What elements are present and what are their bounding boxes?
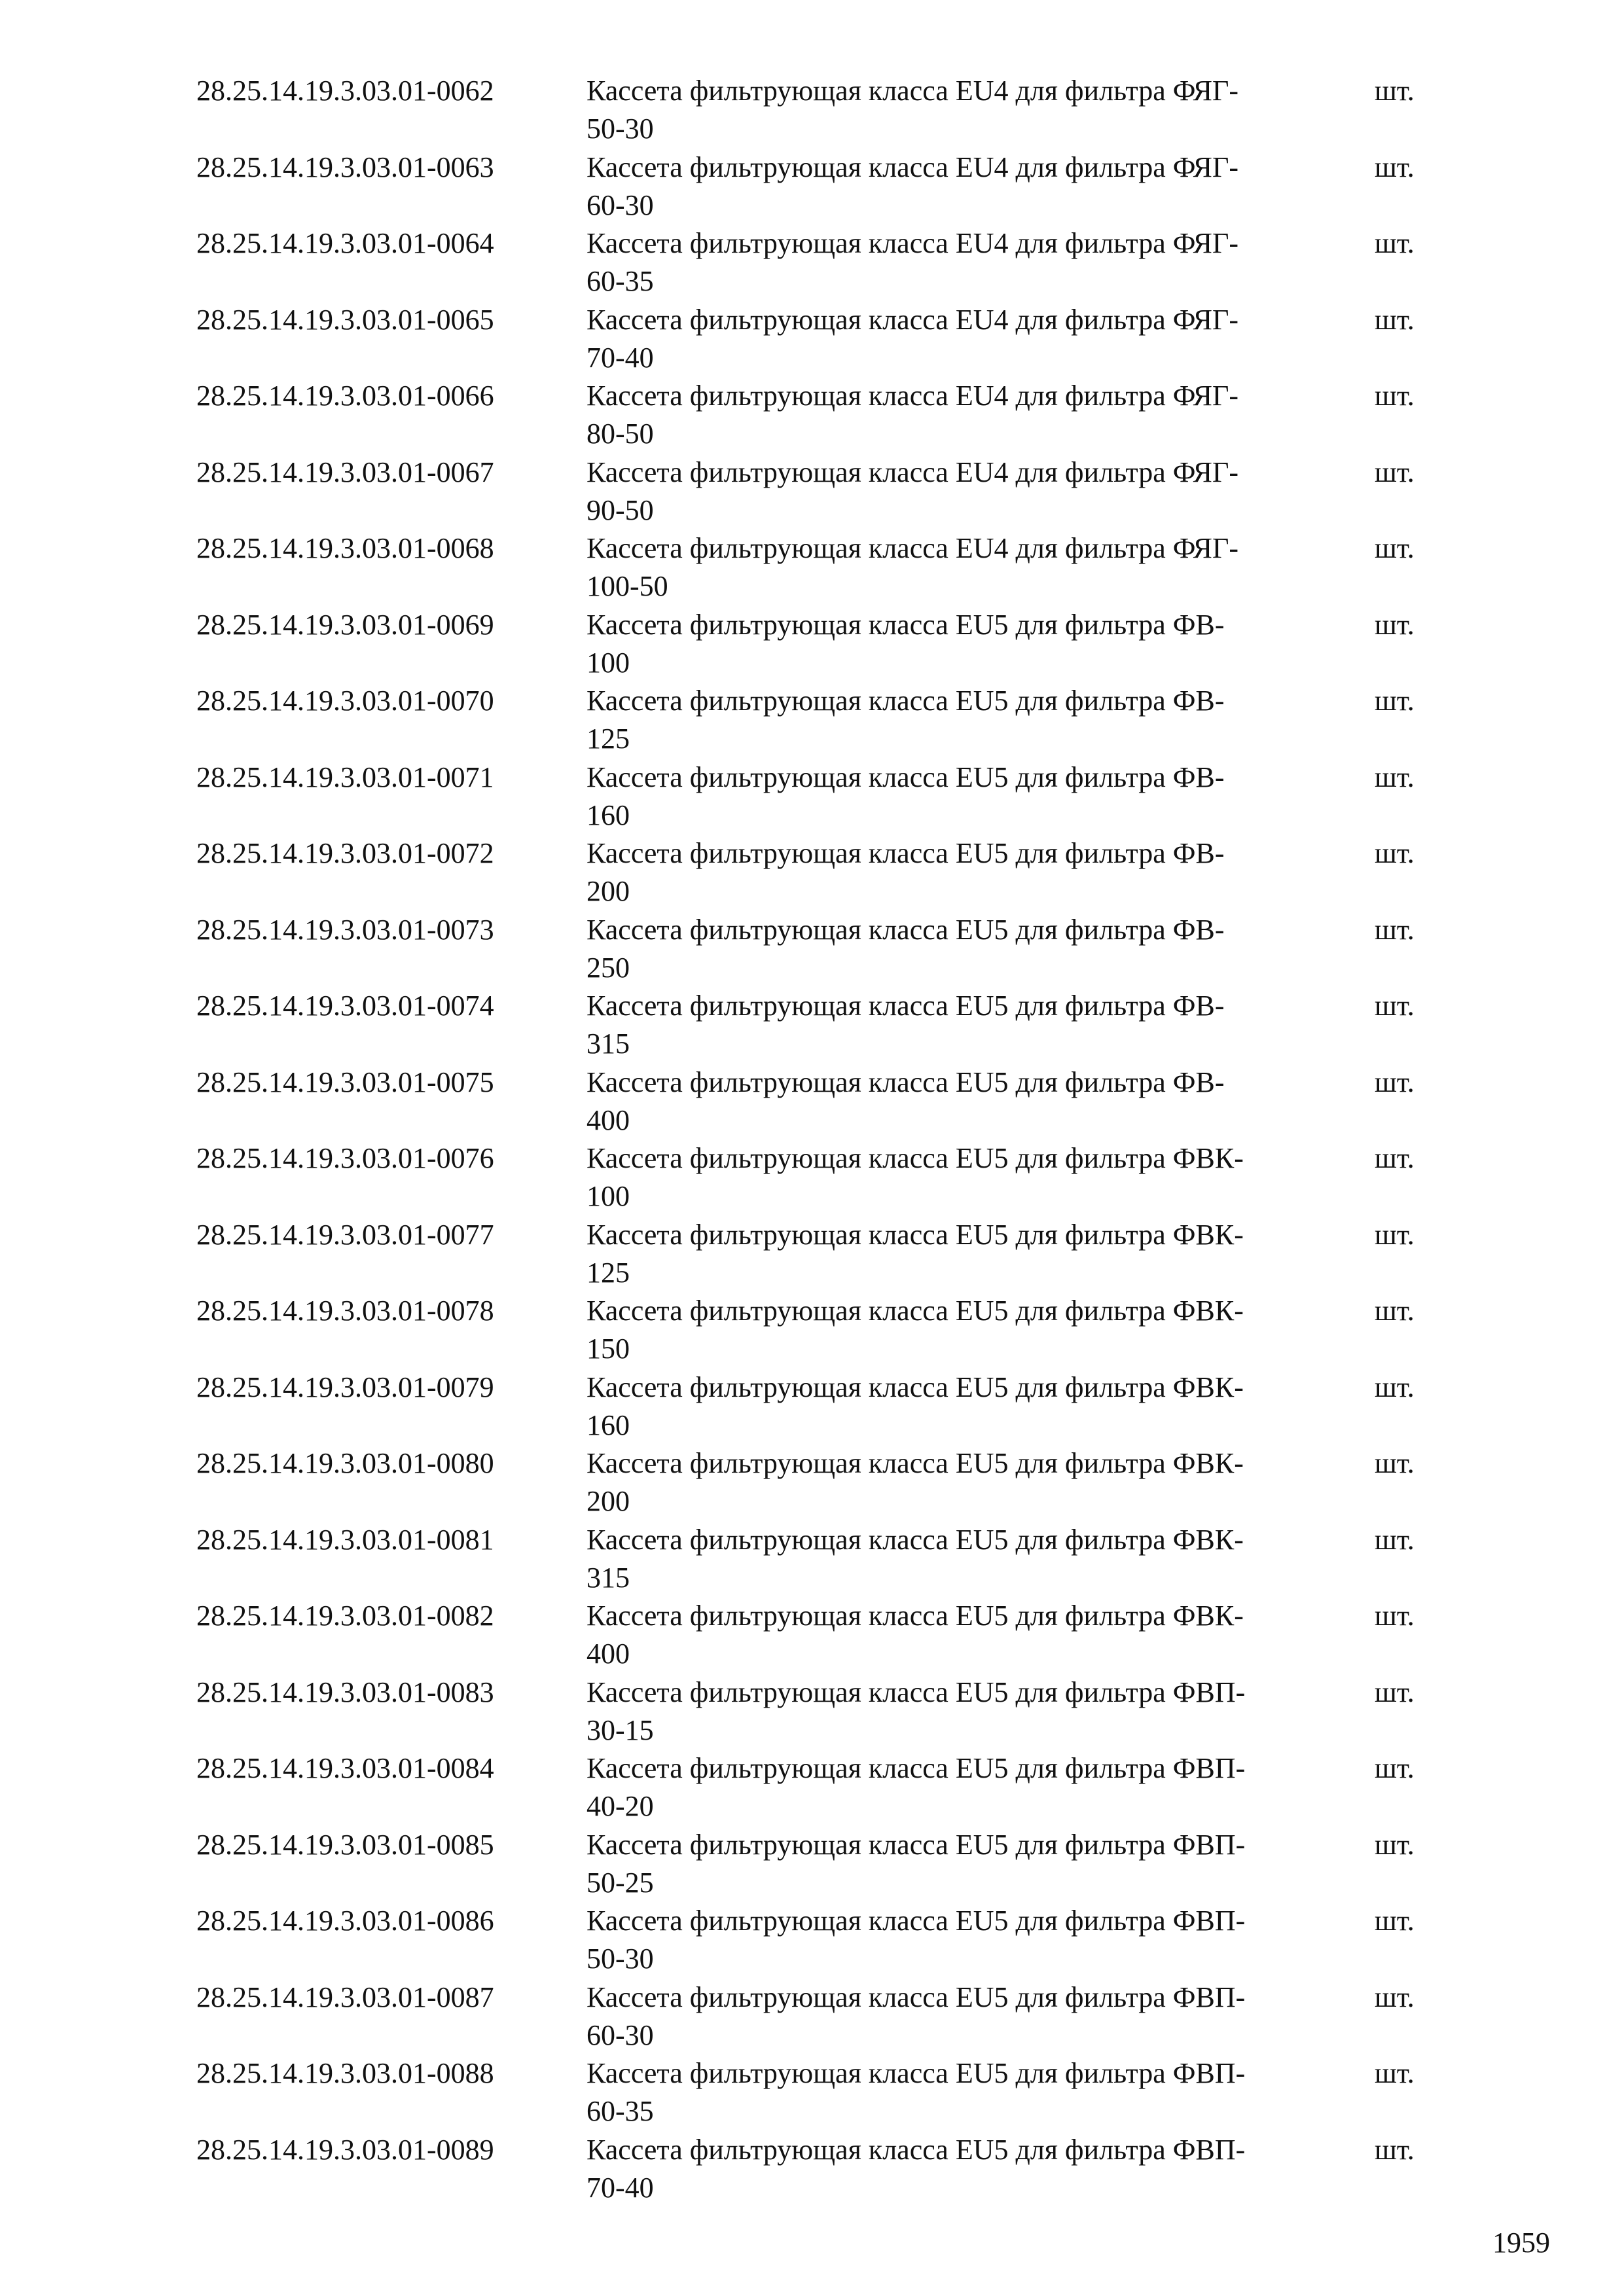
item-code: 28.25.14.19.3.03.01-0078	[196, 1295, 494, 1327]
item-description-line: 60-30	[586, 2018, 654, 2051]
item-code: 28.25.14.19.3.03.01-0065	[196, 303, 494, 336]
item-unit: шт.	[1375, 1371, 1415, 1403]
table-row	[196, 759, 1440, 835]
item-description	[586, 606, 1346, 682]
item-unit: шт.	[1375, 380, 1415, 412]
table-row	[196, 301, 1440, 378]
item-description-line: Кассета фильтрующая класса EU4 для фильтра ФЯГ-	[586, 227, 1239, 259]
item-description	[586, 1444, 1346, 1520]
item-code: 28.25.14.19.3.03.01-0068	[196, 532, 494, 564]
item-description-line: 90-50	[586, 493, 654, 526]
item-description	[586, 911, 1346, 987]
item-description-line: 70-40	[586, 2171, 654, 2204]
table-row	[196, 2054, 1440, 2131]
table-row	[196, 1064, 1440, 1140]
item-description	[586, 1064, 1346, 1139]
item-code: 28.25.14.19.3.03.01-0082	[196, 1600, 494, 1632]
item-description-line: 200	[586, 1485, 630, 1517]
item-code: 28.25.14.19.3.03.01-0075	[196, 1066, 494, 1098]
item-description-line: Кассета фильтрующая класса EU5 для фильтра ФВ-	[586, 685, 1225, 717]
item-description-line: 50-25	[586, 1866, 654, 1899]
item-unit: шт.	[1375, 456, 1415, 488]
item-description-line: 30-15	[586, 1713, 654, 1746]
item-unit: шт.	[1375, 303, 1415, 336]
item-unit: шт.	[1375, 1447, 1415, 1479]
table-row	[196, 224, 1440, 301]
item-unit: шт.	[1375, 1295, 1415, 1327]
item-description	[586, 2131, 1346, 2207]
page-number: 1959	[1492, 2227, 1550, 2259]
item-description-line: Кассета фильтрующая класса EU5 для фильтра ФВП-	[586, 1828, 1246, 1861]
table-row	[196, 1444, 1440, 1521]
item-description-line: Кассета фильтрующая класса EU5 для фильтра ФВК-	[586, 1371, 1244, 1403]
item-description-line: Кассета фильтрующая класса EU4 для фильтра ФЯГ-	[586, 303, 1239, 336]
item-code: 28.25.14.19.3.03.01-0071	[196, 761, 494, 793]
item-description-line: Кассета фильтрующая класса EU5 для фильтра ФВК-	[586, 1447, 1244, 1479]
item-description-line: Кассета фильтрующая класса EU5 для фильтра ФВП-	[586, 1752, 1246, 1784]
item-description	[586, 529, 1346, 605]
item-code: 28.25.14.19.3.03.01-0064	[196, 227, 494, 259]
item-description-line: Кассета фильтрующая класса EU4 для фильтра ФЯГ-	[586, 456, 1239, 488]
item-description-line: 400	[586, 1638, 630, 1670]
item-unit: шт.	[1375, 913, 1415, 946]
item-code: 28.25.14.19.3.03.01-0084	[196, 1752, 494, 1784]
item-code: 28.25.14.19.3.03.01-0083	[196, 1676, 494, 1708]
table-row	[196, 377, 1440, 454]
item-description-line: 315	[586, 1561, 630, 1594]
item-code: 28.25.14.19.3.03.01-0077	[196, 1218, 494, 1251]
item-description	[586, 987, 1346, 1063]
item-description	[586, 301, 1346, 377]
item-description-line: Кассета фильтрующая класса EU5 для фильтра ФВП-	[586, 1981, 1246, 2013]
item-code: 28.25.14.19.3.03.01-0076	[196, 1142, 494, 1174]
table-row	[196, 1521, 1440, 1598]
item-code: 28.25.14.19.3.03.01-0070	[196, 685, 494, 717]
item-description-line: 40-20	[586, 1790, 654, 1822]
item-description	[586, 1979, 1346, 2054]
table-row	[196, 529, 1440, 606]
item-description-line: Кассета фильтрующая класса EU5 для фильтра ФВП-	[586, 2057, 1246, 2089]
item-description-line: 60-30	[586, 188, 654, 221]
item-description-line: Кассета фильтрующая класса EU5 для фильтра ФВП-	[586, 2133, 1246, 2166]
item-description-line: 70-40	[586, 341, 654, 374]
item-code: 28.25.14.19.3.03.01-0062	[196, 75, 494, 107]
item-description-line: Кассета фильтрующая класса EU5 для фильтра ФВП-	[586, 1905, 1246, 1937]
table-row	[196, 911, 1440, 988]
item-unit: шт.	[1375, 1218, 1415, 1251]
item-code: 28.25.14.19.3.03.01-0063	[196, 151, 494, 183]
item-unit: шт.	[1375, 1981, 1415, 2013]
item-description-line: 315	[586, 1028, 630, 1060]
item-code: 28.25.14.19.3.03.01-0080	[196, 1447, 494, 1479]
item-description-line: Кассета фильтрующая класса EU5 для фильтра ФВ-	[586, 837, 1225, 869]
item-description-line: Кассета фильтрующая класса EU5 для фильтра ФВК-	[586, 1523, 1244, 1556]
item-description	[586, 1902, 1346, 1978]
table-row	[196, 606, 1440, 683]
item-description-line: Кассета фильтрующая класса EU4 для фильтра ФЯГ-	[586, 380, 1239, 412]
item-code: 28.25.14.19.3.03.01-0073	[196, 913, 494, 946]
item-code: 28.25.14.19.3.03.01-0085	[196, 1828, 494, 1861]
item-description	[586, 759, 1346, 834]
item-description-line: Кассета фильтрующая класса EU5 для фильтра ФВК-	[586, 1600, 1244, 1632]
item-description-line: 100	[586, 646, 630, 679]
item-description	[586, 1597, 1346, 1673]
item-unit: шт.	[1375, 1905, 1415, 1937]
item-code: 28.25.14.19.3.03.01-0066	[196, 380, 494, 412]
item-code: 28.25.14.19.3.03.01-0074	[196, 990, 494, 1022]
item-description-line: 250	[586, 951, 630, 984]
item-description	[586, 377, 1346, 453]
item-unit: шт.	[1375, 2057, 1415, 2089]
item-description-line: 150	[586, 1333, 630, 1365]
item-unit: шт.	[1375, 1600, 1415, 1632]
item-description-line: 80-50	[586, 418, 654, 450]
table-row	[196, 1139, 1440, 1216]
item-description-line: 160	[586, 1408, 630, 1441]
item-unit: шт.	[1375, 608, 1415, 641]
item-unit: шт.	[1375, 1523, 1415, 1556]
item-description-line: Кассета фильтрующая класса EU5 для фильтра ФВК-	[586, 1142, 1244, 1174]
item-unit: шт.	[1375, 227, 1415, 259]
item-description	[586, 72, 1346, 148]
item-description	[586, 1292, 1346, 1368]
item-unit: шт.	[1375, 1676, 1415, 1708]
item-unit: шт.	[1375, 151, 1415, 183]
table-row	[196, 149, 1440, 225]
item-code: 28.25.14.19.3.03.01-0089	[196, 2133, 494, 2166]
item-unit: шт.	[1375, 837, 1415, 869]
table-row	[196, 1674, 1440, 1750]
item-description-line: 125	[586, 1256, 630, 1289]
item-description	[586, 1139, 1346, 1215]
item-description-line: 50-30	[586, 1943, 654, 1975]
item-code: 28.25.14.19.3.03.01-0081	[196, 1523, 494, 1556]
item-description-line: 160	[586, 798, 630, 831]
table-row	[196, 987, 1440, 1064]
item-unit: шт.	[1375, 685, 1415, 717]
price-list-table	[196, 72, 1440, 2207]
item-code: 28.25.14.19.3.03.01-0072	[196, 837, 494, 869]
table-row	[196, 1902, 1440, 1979]
item-description-line: 60-35	[586, 2095, 654, 2127]
item-code: 28.25.14.19.3.03.01-0069	[196, 608, 494, 641]
table-row	[196, 1369, 1440, 1445]
table-row	[196, 2131, 1440, 2208]
item-description-line: 60-35	[586, 265, 654, 297]
item-code: 28.25.14.19.3.03.01-0087	[196, 1981, 494, 2013]
item-description	[586, 834, 1346, 910]
item-description-line: 100-50	[586, 570, 668, 602]
item-description	[586, 682, 1346, 758]
item-unit: шт.	[1375, 2133, 1415, 2166]
item-description-line: Кассета фильтрующая класса EU5 для фильтра ФВ-	[586, 608, 1225, 641]
item-description-line: 100	[586, 1180, 630, 1212]
table-row	[196, 1826, 1440, 1903]
item-description-line: 200	[586, 875, 630, 907]
item-unit: шт.	[1375, 1066, 1415, 1098]
item-description	[586, 1749, 1346, 1825]
table-row	[196, 1979, 1440, 2055]
item-description-line: Кассета фильтрующая класса EU4 для фильтра ФЯГ-	[586, 532, 1239, 564]
item-description-line: Кассета фильтрующая класса EU5 для фильтра ФВК-	[586, 1218, 1244, 1251]
table-row	[196, 1597, 1440, 1674]
item-unit: шт.	[1375, 532, 1415, 564]
item-description-line: Кассета фильтрующая класса EU5 для фильтра ФВ-	[586, 1066, 1225, 1098]
table-row	[196, 1749, 1440, 1826]
item-description-line: 50-30	[586, 113, 654, 145]
item-description	[586, 1674, 1346, 1749]
item-unit: шт.	[1375, 990, 1415, 1022]
item-description	[586, 1369, 1346, 1444]
item-description	[586, 149, 1346, 224]
table-row	[196, 1292, 1440, 1369]
item-description-line: 400	[586, 1103, 630, 1136]
item-unit: шт.	[1375, 1828, 1415, 1861]
item-code: 28.25.14.19.3.03.01-0086	[196, 1905, 494, 1937]
item-description-line: 125	[586, 723, 630, 755]
item-description-line: Кассета фильтрующая класса EU5 для фильтра ФВП-	[586, 1676, 1246, 1708]
item-unit: шт.	[1375, 1142, 1415, 1174]
item-description-line: Кассета фильтрующая класса EU5 для фильтра ФВ-	[586, 913, 1225, 946]
item-description	[586, 1216, 1346, 1292]
item-description	[586, 454, 1346, 529]
item-code: 28.25.14.19.3.03.01-0079	[196, 1371, 494, 1403]
item-unit: шт.	[1375, 1752, 1415, 1784]
table-row	[196, 682, 1440, 759]
item-description	[586, 224, 1346, 300]
item-code: 28.25.14.19.3.03.01-0067	[196, 456, 494, 488]
item-description-line: Кассета фильтрующая класса EU4 для фильтра ФЯГ-	[586, 75, 1239, 107]
item-unit: шт.	[1375, 75, 1415, 107]
item-description	[586, 1826, 1346, 1902]
item-description-line: Кассета фильтрующая класса EU5 для фильтра ФВК-	[586, 1295, 1244, 1327]
item-description-line: Кассета фильтрующая класса EU5 для фильтра ФВ-	[586, 990, 1225, 1022]
table-row	[196, 834, 1440, 911]
table-row	[196, 72, 1440, 149]
item-description-line: Кассета фильтрующая класса EU5 для фильтра ФВ-	[586, 761, 1225, 793]
item-description	[586, 1521, 1346, 1597]
item-code: 28.25.14.19.3.03.01-0088	[196, 2057, 494, 2089]
table-row	[196, 1216, 1440, 1293]
item-description-line: Кассета фильтрующая класса EU4 для фильтра ФЯГ-	[586, 151, 1239, 183]
item-unit: шт.	[1375, 761, 1415, 793]
table-row	[196, 454, 1440, 530]
item-description	[586, 2054, 1346, 2130]
